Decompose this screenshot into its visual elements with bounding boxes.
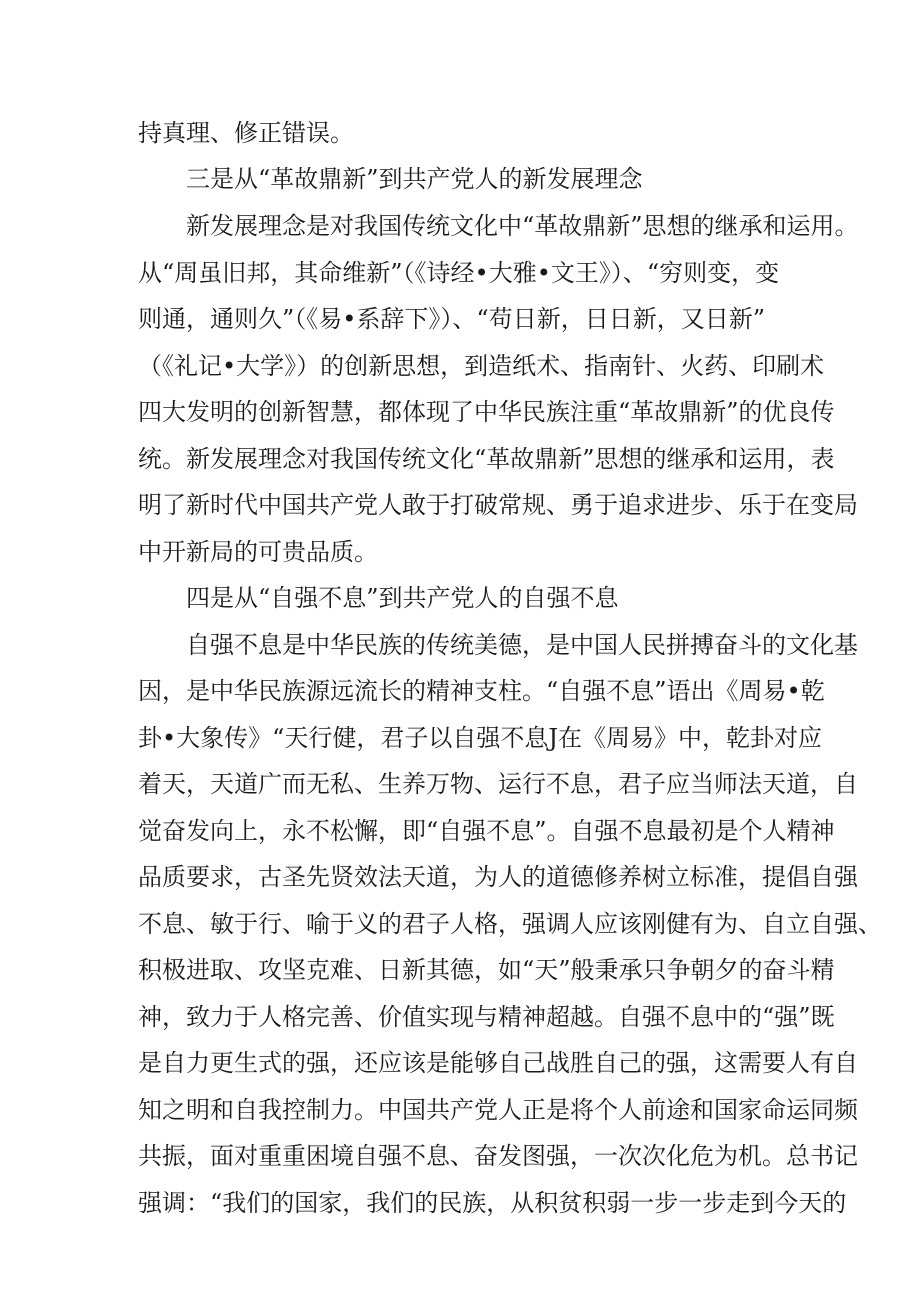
text-line: 积极进取、攻坚克难、日新其德，如“天”般秉承只争朝夕的奋斗精 (138, 956, 835, 984)
text-line: 持真理、修正错误。 (138, 119, 354, 147)
text-line: 明了新时代中国共产党人敢于打破常规、勇于追求进步、乐于在变局 (138, 491, 858, 519)
text-line: 不息、敏于行、喻于义的君子人格，强调人应该刚健有为、自立自强、 (138, 910, 882, 938)
text-line: 新发展理念是对我国传统文化中“革故鼎新”思想的继承和运用。 (186, 212, 859, 240)
text-line: 知之明和自我控制力。中国共产党人正是将个人前途和国家命运同频 (138, 1096, 858, 1124)
text-line: 四大发明的创新智慧，都体现了中华民族注重“革故鼎新”的优良传 (138, 398, 835, 426)
text-line: （《礼记•大学》）的创新思想，到造纸术、指南针、火药、印刷术 (138, 352, 825, 380)
text-line: 品质要求，古圣先贤效法天道，为人的道德修养树立标准，提倡自强 (138, 863, 858, 891)
section-heading: 四是从“自强不息”到共产党人的自强不息 (186, 584, 619, 612)
section-heading: 三是从“革故鼎新”到共产党人的新发展理念 (186, 165, 643, 193)
text-line: 则通，通则久”（《易•系辞下》）、“苟日新，日日新，又日新” (138, 305, 765, 333)
text-line: 神，致力于人格完善、价值实现与精神超越。自强不息中的“强”既 (138, 1003, 835, 1031)
text-line: 统。新发展理念对我国传统文化“革故鼎新”思想的继承和运用，表 (138, 445, 835, 473)
text-line: 从“周虽旧邦，其命维新”（《诗经•大雅•文王》）、“穷则变，变 (138, 259, 780, 287)
text-line: 自强不息是中华民族的传统美德，是中国人民拼搏奋斗的文化基 (186, 631, 858, 659)
text-line: 卦•大象传》“天行健，君子以自强不息J在《周易》中，乾卦对应 (138, 724, 823, 752)
text-line: 中开新局的可贵品质。 (138, 538, 378, 566)
text-line: 强调：“我们的国家，我们的民族，从积贫积弱一步一步走到今天的 (138, 1189, 847, 1217)
text-line: 因，是中华民族源远流长的精神支柱。“自强不息”语出《周易•乾 (138, 677, 825, 705)
text-line: 觉奋发向上，永不松懈，即“自强不息”。自强不息最初是个人精神 (138, 817, 835, 845)
text-line: 着天，天道广而无私、生养万物、运行不息，君子应当师法天道，自 (138, 770, 858, 798)
text-line: 共振，面对重重困境自强不息、奋发图强，一次次化危为机。总书记 (138, 1142, 858, 1170)
text-line: 是自力更生式的强，还应该是能够自己战胜自己的强，这需要人有自 (138, 1049, 858, 1077)
